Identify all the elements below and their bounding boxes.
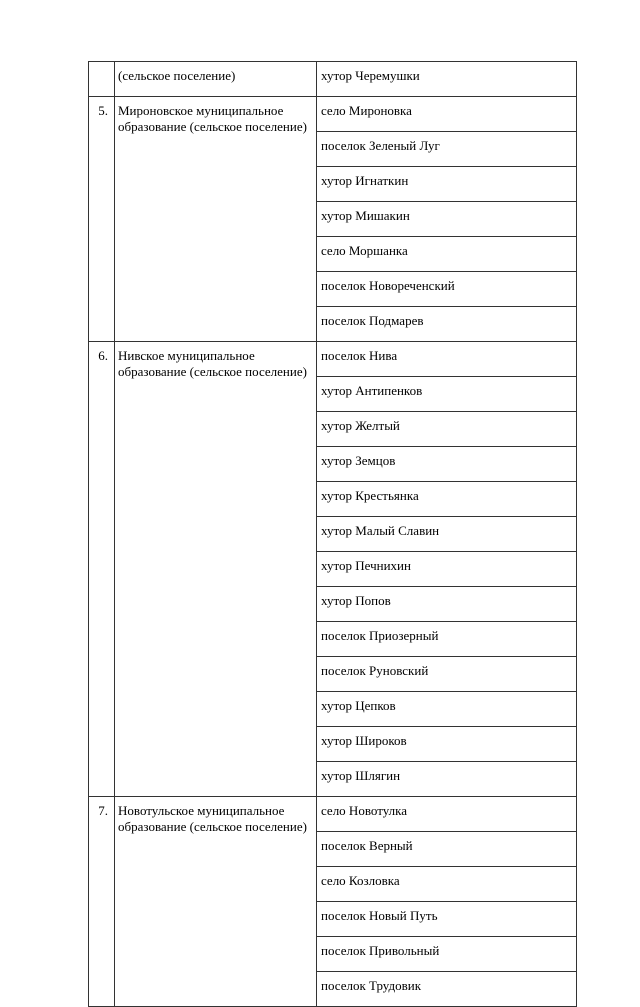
table-row: [89, 342, 577, 377]
settlement-cell: хутор Широков: [317, 727, 577, 762]
settlement-cell: село Мироновка: [317, 97, 577, 132]
settlement-cell: село Моршанка: [317, 237, 577, 272]
settlement-cell: хутор Игнаткин: [317, 167, 577, 202]
settlement-cell: хутор Цепков: [317, 692, 577, 727]
municipality-name-cell: Мироновское муниципальное образование (сельское поселение): [115, 97, 317, 342]
settlement-cell: хутор Желтый: [317, 412, 577, 447]
settlement-cell: село Новотулка: [317, 797, 577, 832]
settlement-cell: хутор Печнихин: [317, 552, 577, 587]
settlement-cell: поселок Зеленый Луг: [317, 132, 577, 167]
settlement-cell: поселок Трудовик: [317, 972, 577, 1007]
settlement-cell: хутор Попов: [317, 587, 577, 622]
settlement-cell: хутор Малый Славин: [317, 517, 577, 552]
settlement-cell: поселок Новореченский: [317, 272, 577, 307]
table-row: [89, 797, 577, 832]
municipality-name-cell: (сельское поселение): [115, 62, 317, 97]
settlement-cell: хутор Антипенков: [317, 377, 577, 412]
settlement-cell: поселок Привольный: [317, 937, 577, 972]
settlement-cell: поселок Руновский: [317, 657, 577, 692]
settlement-cell: поселок Нива: [317, 342, 577, 377]
table-row: [89, 62, 577, 97]
settlement-cell: хутор Земцов: [317, 447, 577, 482]
municipality-name-cell: Нивское муниципальное образование (сельское поселение): [115, 342, 317, 797]
municipality-name-cell: Новотульское муниципальное образование (сельское поселение): [115, 797, 317, 1007]
table-row: [89, 97, 577, 132]
row-number-cell: [89, 62, 115, 97]
settlement-cell: поселок Верный: [317, 832, 577, 867]
table-body: [89, 62, 577, 1007]
settlement-cell: поселок Новый Путь: [317, 902, 577, 937]
row-number-cell: 7.: [89, 797, 115, 1007]
row-number-cell: 6.: [89, 342, 115, 797]
settlement-cell: хутор Крестьянка: [317, 482, 577, 517]
settlement-cell: хутор Шлягин: [317, 762, 577, 797]
settlement-cell: поселок Подмарев: [317, 307, 577, 342]
settlement-cell: хутор Черемушки: [317, 62, 577, 97]
settlements-table: [88, 61, 577, 1007]
settlement-cell: село Козловка: [317, 867, 577, 902]
row-number-cell: 5.: [89, 97, 115, 342]
settlement-cell: хутор Мишакин: [317, 202, 577, 237]
settlement-cell: поселок Приозерный: [317, 622, 577, 657]
